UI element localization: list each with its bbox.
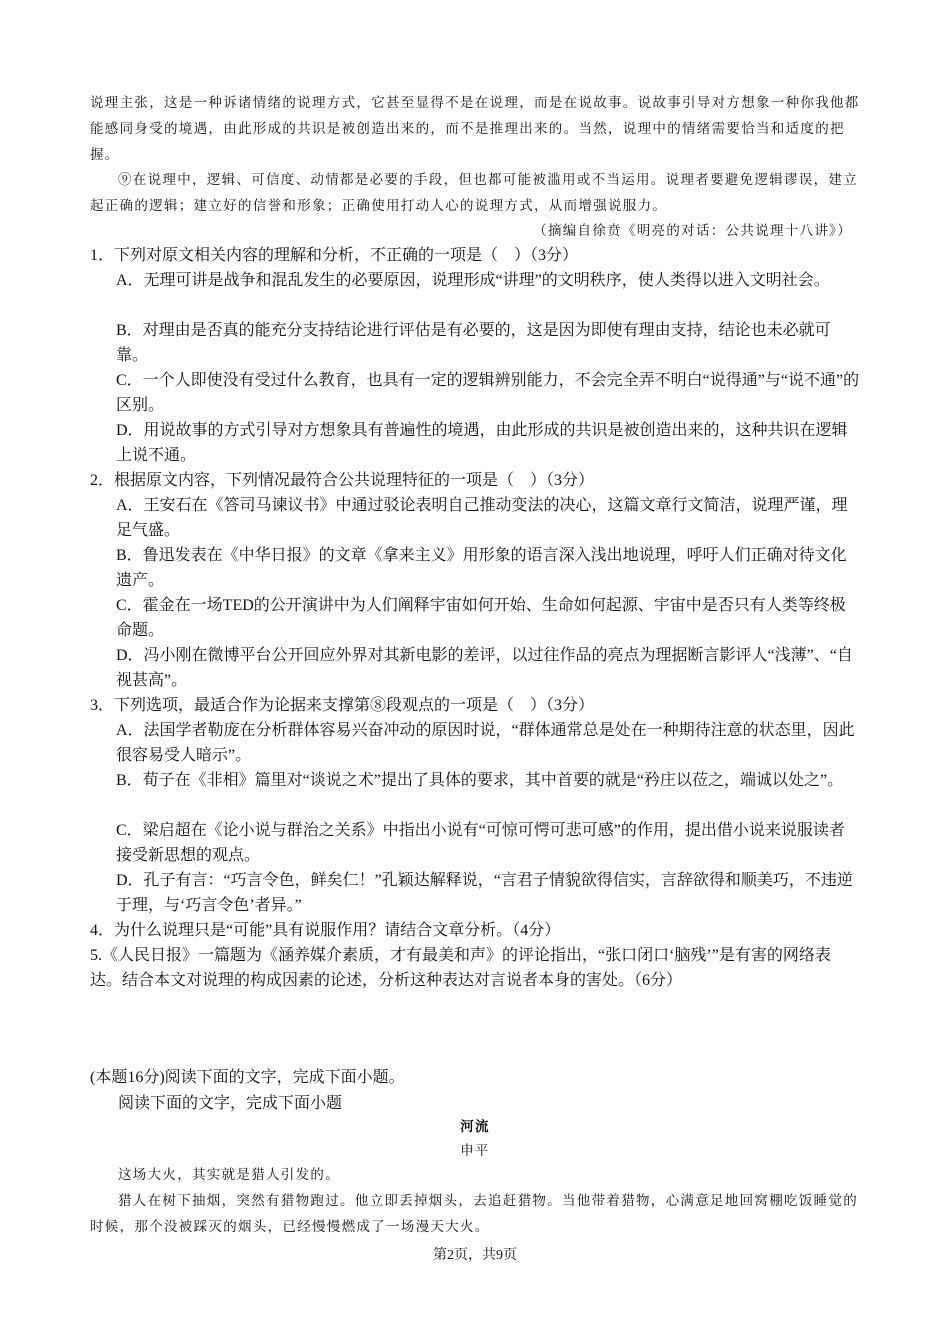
question-2-stem: 2．根据原文内容，下列情况最符合公共说理特征的一项是（ ）（3分） — [90, 472, 595, 489]
essay-paragraph-9: ⑨在说理中，逻辑、可信度、动情都是必要的手段，但也都可能被滥用或不当运用。说理者要避免逻辑谬误，建立起正确的逻辑；建立好的信誉和形象；正确使用打动人心的说理方式，从而增强说服力。 — [90, 172, 858, 214]
question-2-option-a: A．王安石在《答司马谏议书》中通过驳论表明自己推动变法的决心，这篇文章行文简洁，说理严谨，理足气盛。 — [116, 497, 848, 539]
story-paragraph-1: 这场大火，其实就是猎人引发的。 — [118, 1167, 340, 1183]
question-2-option-b: B．鲁迅发表在《中华日报》的文章《拿来主义》用形象的语言深入浅出地说理，呼吁人们正确对待文化遗产。 — [116, 547, 847, 589]
question-3-option-c: C．梁启超在《论小说与群治之关系》中指出小说有“可惊可愕可悲可感”的作用，提出借小说来说服读者接受新思想的观点。 — [116, 822, 845, 864]
story-paragraph-2: 猎人在树下抽烟，突然有猎物跑过。他立即丢掉烟头，去追赶猎物。当他带着猎物，心满意足地回窝棚吃饭睡觉的时候，那个没被踩灭的烟头，已经慢慢燃成了一场漫天大火。 — [90, 1193, 858, 1235]
story-author: 申平 — [460, 1143, 490, 1159]
question-3-option-a: A．法国学者勒庞在分析群体容易兴奋冲动的原因时说，“群体通常总是处在一种期待注意的状态里，因此很容易受人暗示”。 — [116, 722, 855, 764]
question-5-stem: 5.《人民日报》一篇题为《涵养媒介素质，才有最美和声》的评论指出，“张口闭口‘脑残’”是有害的网络表达。结合本文对说理的构成因素的论述，分析这种表达对言说者本身的害处。（6分） — [90, 947, 831, 989]
essay-source: （摘编自徐贲《明亮的对话：公共说理十八讲》） — [533, 223, 852, 239]
story-title: 河流 — [460, 1119, 490, 1135]
question-4-stem: 4．为什么说理只是“可能”具有说服作用？请结合文章分析。（4分） — [90, 922, 561, 939]
section-header: (本题16分)阅读下面的文字，完成下面小题。 — [90, 1069, 405, 1086]
question-3-option-b: B．荀子在《非相》篇里对“谈说之术”提出了具体的要求，其中首要的就是“矜庄以莅之，端诚以处之”。 — [116, 772, 844, 789]
question-1-option-a: A．无理可讲是战争和混乱发生的必要原因，说理形成“讲理”的文明秩序，使人类得以进入文明社会。 — [116, 272, 830, 289]
question-1-option-d: D．用说故事的方式引导对方想象具有普遍性的境遇，由此形成的共识是被创造出来的，这种共识在逻辑上说不通。 — [116, 422, 848, 464]
question-3-stem: 3．下列选项，最适合作为论据来支撑第⑧段观点的一项是（ ）（3分） — [90, 697, 595, 714]
essay-paragraph-8-end: 说理主张，这是一种诉诸情绪的说理方式，它甚至显得不是在说理，而是在说故事。说故事引导对方想象一种你我他都能感同身受的境遇，由此形成的共识是被创造出来的，而不是推理出来的。当然，说理中的情绪需要恰当和适度的把握。 — [90, 95, 860, 163]
page-footer: 第2页，共9页 — [433, 1248, 517, 1263]
question-1-option-b: B．对理由是否真的能充分支持结论进行评估是有必要的，这是因为即使有理由支持，结论也未必就可靠。 — [116, 322, 831, 364]
question-2-option-d: D．冯小刚在微博平台公开回应外界对其新电影的差评，以过往作品的亮点为理据断言影评人“浅薄”、“自视甚高”。 — [116, 647, 853, 689]
question-3-option-d: D．孔子有言：“巧言令色，鲜矣仁！”孔颖达解释说，“言君子情貌欲得信实，言辞欲得和顺美巧，不违逆于理，与‘巧言令色’者异。” — [116, 872, 853, 914]
section-instruction: 阅读下面的文字，完成下面小题 — [118, 1095, 343, 1112]
question-1-stem: 1．下列对原文相关内容的理解和分析，不正确的一项是（ ）（3分） — [90, 247, 579, 264]
question-2-option-c: C．霍金在一场TED的公开演讲中为人们阐释宇宙如何开始、生命如何起源、宇宙中是否只有人类等终极命题。 — [116, 597, 846, 639]
question-1-option-c: C．一个人即使没有受过什么教育，也具有一定的逻辑辨别能力，不会完全弄不明白“说得通”与“说不通”的区别。 — [116, 372, 860, 414]
